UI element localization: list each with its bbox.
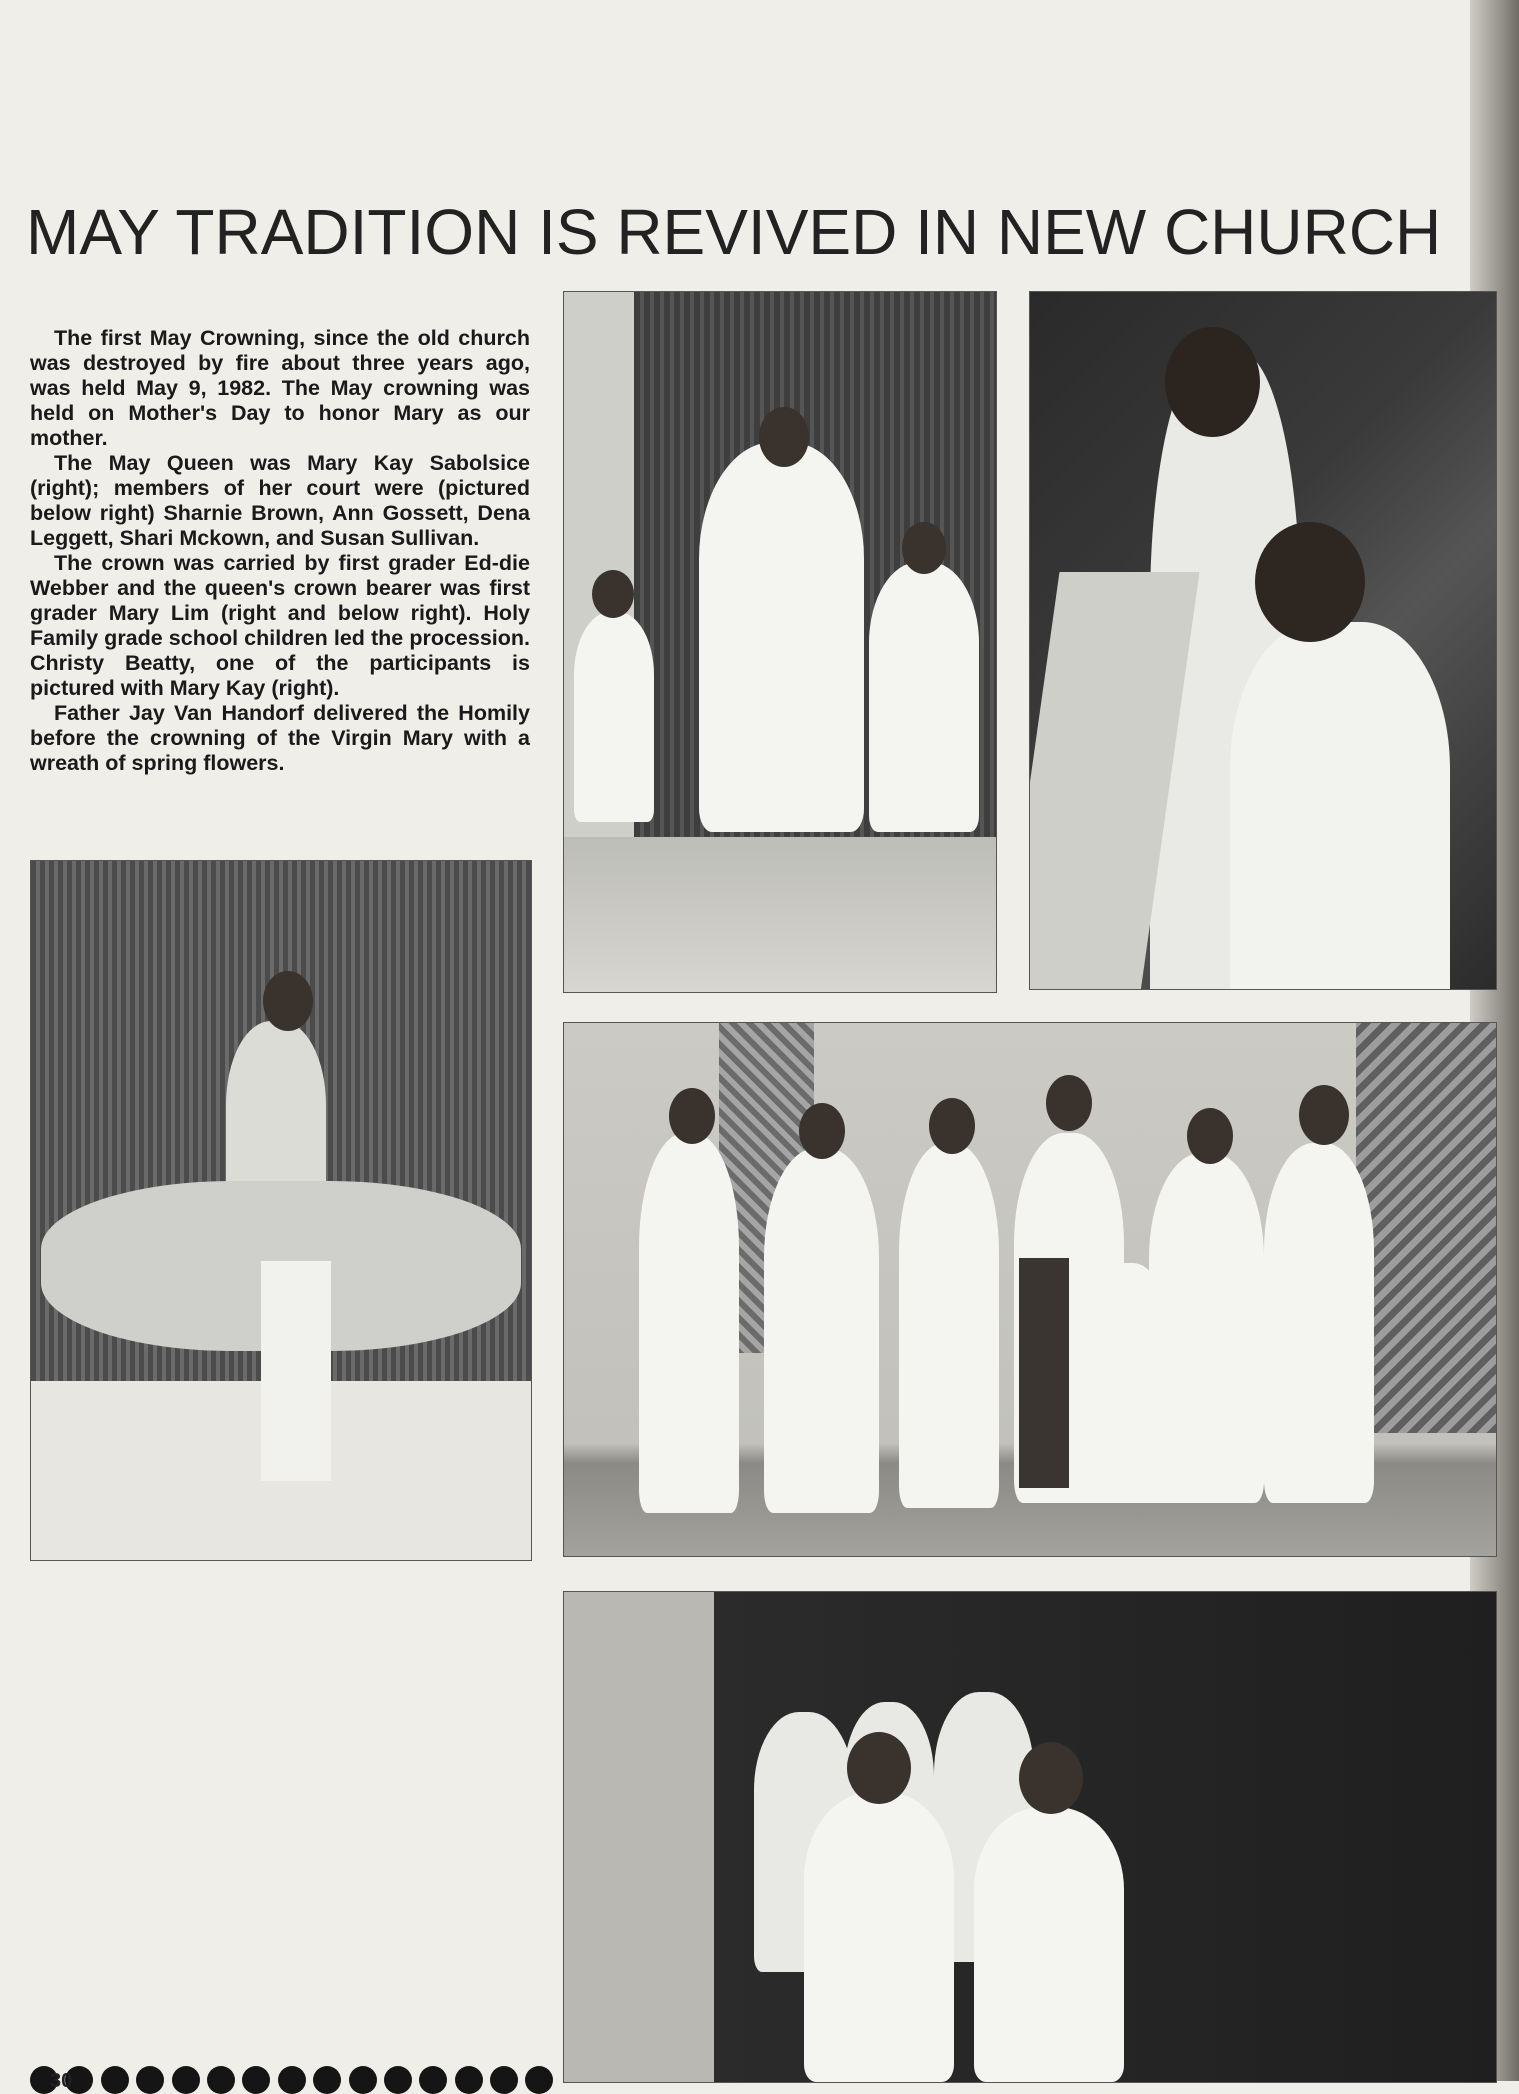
photo-figure [1264, 1143, 1374, 1503]
headline: MAY TRADITION IS REVIVED IN NEW CHURCH [26, 196, 1442, 268]
photo-figure-child [974, 1807, 1124, 2082]
footer-dot [313, 2066, 341, 2094]
photo-figure-head [669, 1088, 715, 1144]
photo-figure [639, 1133, 739, 1513]
footer-dot [349, 2066, 377, 2094]
footer-dot [172, 2066, 200, 2094]
footer-dot [419, 2066, 447, 2094]
footer-dot [384, 2066, 412, 2094]
footer-dot [490, 2066, 518, 2094]
photo-court-group [563, 1022, 1497, 1557]
photo-figure-head [799, 1103, 845, 1159]
photo-children-procession [563, 1591, 1497, 2083]
photo-figure-queen [699, 442, 864, 832]
article-paragraph-3: The crown was carried by first grader Ed-die Webber and the queen's crown bearer was first grader Mary Lim (right and below right). Holy Family grade school children led the procession. Christy Beatty, one of the participants is pictured with Mary Kay (right). [30, 551, 530, 700]
photo-figure-child [1230, 622, 1450, 989]
photo-figure-head [1255, 522, 1365, 642]
footer-dot [101, 2066, 129, 2094]
photo-figure [1149, 1153, 1264, 1503]
photo-figure-head [929, 1098, 975, 1154]
article-body [30, 326, 530, 776]
photo-figure [899, 1143, 999, 1508]
footer-dot [455, 2066, 483, 2094]
article-paragraph-2: The May Queen was Mary Kay Sabolsice (right); members of her court were (pictured below right) Sharnie Brown, Ann Gossett, Dena Leggett, Shari Mckown, and Susan Sullivan. [30, 451, 530, 550]
photo-figure-head [1019, 1742, 1083, 1814]
footer-dot [207, 2066, 235, 2094]
footer-dot [136, 2066, 164, 2094]
photo-figure-girl-left [574, 612, 654, 822]
photo-screen [1356, 1023, 1496, 1433]
page-number: 30 [50, 2070, 73, 2092]
photo-statue-flowers [30, 860, 532, 1561]
photo-figure-head [847, 1732, 911, 1804]
photo-figure-child [804, 1792, 954, 2082]
photo-queen-with-child [1029, 291, 1497, 990]
article-paragraph-4: Father Jay Van Handorf delivered the Homily before the crowning of the Virgin Mary with a wreath of spring flowers. [30, 701, 530, 775]
photo-figure [764, 1148, 879, 1513]
footer-dot [525, 2066, 553, 2094]
photo-figure-head [1046, 1075, 1092, 1131]
photo-figure-head [759, 407, 809, 467]
photo-figure-girl-right [869, 562, 979, 832]
photo-figure-head [1165, 327, 1260, 437]
photo-figure-head [1299, 1085, 1349, 1145]
footer-dot [278, 2066, 306, 2094]
photo-figure-head [902, 522, 946, 574]
photo-figure-boy [1019, 1258, 1069, 1488]
photo-vase [261, 1261, 331, 1481]
photo-figure-head [592, 570, 634, 618]
photo-figure-head [263, 971, 313, 1031]
article-paragraph-1: The first May Crowning, since the old church was destroyed by fire about three years ago, was held May 9, 1982. The May crowning was held on Mother's Day to honor Mary as our mother. [30, 326, 530, 450]
photo-may-queen-altar [563, 291, 997, 993]
footer-dot [242, 2066, 270, 2094]
footer-dot-row [30, 2066, 553, 2094]
photo-figure-head [1187, 1108, 1233, 1164]
